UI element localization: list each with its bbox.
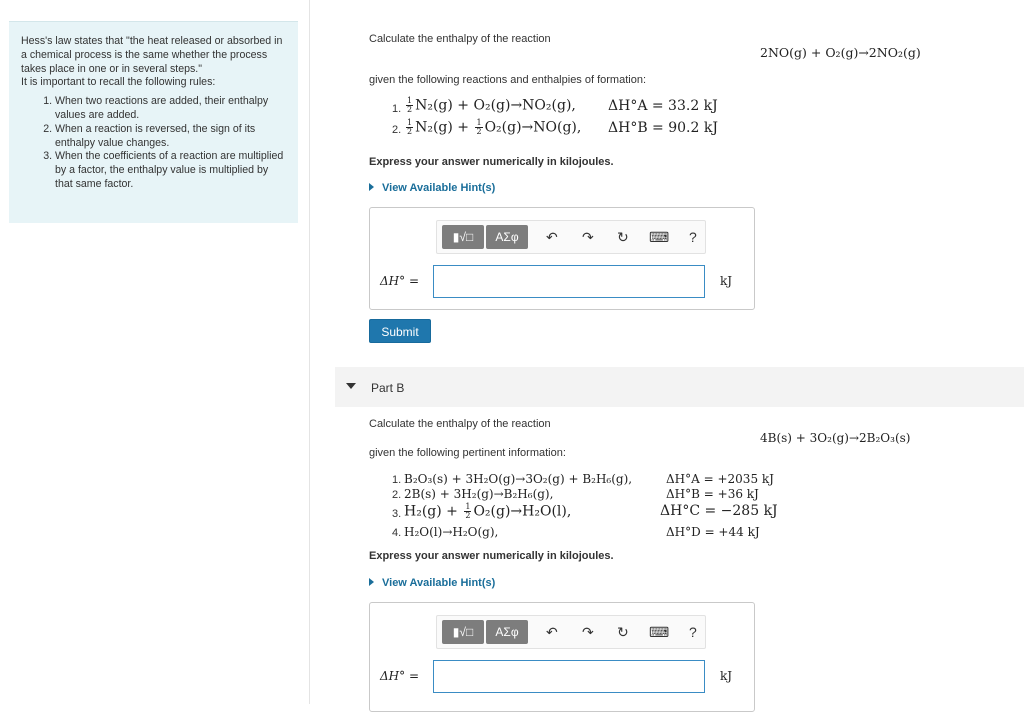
reaction-number: 2. [392,124,402,136]
submit-button[interactable]: Submit [369,319,431,343]
part-a-given-text: given the following reactions and enthalpies of formation: [369,74,647,86]
undo-icon[interactable]: ↶ [546,624,558,640]
templates-button[interactable]: ▮√□ [442,620,484,644]
keyboard-icon[interactable]: ⌨ [649,229,670,245]
fraction: $\frac{1}{2}$ [465,502,471,520]
column-divider [309,0,310,704]
part-a-prompt: Calculate the enthalpy of the reaction [369,33,551,45]
rule-item: 3. When the coefficients of a reaction are multiplied by a factor, the enthalpy value is multiplied by that same factor. [55,150,288,191]
part-a-target-reaction: 2NO(g) + O₂(g)→2NO₂(g) [760,45,921,60]
rules-list [21,95,288,192]
expand-triangle-icon [369,578,374,586]
rule-item: 1. When two reactions are added, their enthalpy values are added. [55,95,288,123]
reaction-number: 4. [392,527,402,539]
keyboard-icon[interactable]: ⌨ [649,624,670,640]
reaction-number: 2. [392,489,402,501]
part-a-reaction-1: $\frac{1}{2}$ N₂(g) + O₂(g)→NO₂(g), [407,96,576,114]
part-a-dh-1: ΔH°A = 33.2 kJ [608,98,718,114]
part-b-reaction-3: H₂(g) + $\frac{1}{2}$ O₂(g)→H₂O(l), [404,502,572,520]
part-a-answer-box [369,207,755,310]
part-b-dh-2: ΔH°B = +36 kJ [666,487,759,501]
help-icon[interactable]: ? [689,624,697,640]
math-toolbar [436,615,706,649]
part-b-answer-box [369,602,755,712]
hint-link-label[interactable]: View Available Hint(s) [382,182,496,194]
fraction: $\frac{1}{2}$ [476,118,482,136]
greek-symbols-button[interactable]: ΑΣφ [486,225,528,249]
rules-heading: It is important to recall the following rules: [21,76,216,89]
part-b-dh-4: ΔH°D = +44 kJ [666,525,760,539]
hess-law-info-panel [9,21,298,223]
unit-label: kJ [720,274,733,288]
greek-symbols-button[interactable]: ΑΣφ [486,620,528,644]
part-a-answer-input[interactable] [433,265,705,298]
part-b-hint-link[interactable] [369,577,495,589]
part-b-reaction-1: B₂O₃(s) + 3H₂O(g)→3O₂(g) + B₂H₆(g), [404,472,633,486]
undo-icon[interactable]: ↶ [546,229,558,245]
fraction: $\frac{1}{2}$ [407,96,413,114]
redo-icon[interactable]: ↷ [582,624,594,640]
reaction-number: 1. [392,474,402,486]
reaction-number: 1. [392,103,402,115]
part-a-reaction-2: $\frac{1}{2}$ N₂(g) + $\frac{1}{2}$ O₂(g)→NO(g), [407,118,582,136]
delta-h-label: ΔH° = [380,274,419,288]
part-b-dh-3: ΔH°C = −285 kJ [660,503,778,519]
expand-triangle-icon [369,183,374,191]
redo-icon[interactable]: ↷ [582,229,594,245]
part-b-express-instructions: Express your answer numerically in kilojoules. [369,550,614,562]
reaction-number: 3. [392,508,402,520]
part-b-given-text: given the following pertinent information: [369,447,566,459]
part-b-reaction-2: 2B(s) + 3H₂(g)→B₂H₆(g), [404,487,554,501]
hint-link-label[interactable]: View Available Hint(s) [382,577,496,589]
part-b-target-reaction: 4B(s) + 3O₂(g)→2B₂O₃(s) [760,431,911,445]
part-b-answer-input[interactable] [433,660,705,693]
rule-item: 2. When a reaction is reversed, the sign of its enthalpy value changes. [55,123,288,151]
part-a-express-instructions: Express your answer numerically in kilojoules. [369,156,614,168]
part-b-title[interactable]: Part B [371,381,405,395]
math-toolbar [436,220,706,254]
hess-law-intro: Hess's law states that "the heat released or absorbed in a chemical process is the same whether the process takes place in one or in several steps." [21,35,283,75]
reset-icon[interactable]: ↻ [617,229,629,245]
part-a-hint-link[interactable] [369,182,495,194]
templates-button[interactable]: ▮√□ [442,225,484,249]
part-a-dh-2: ΔH°B = 90.2 kJ [608,120,718,136]
help-icon[interactable]: ? [689,229,697,245]
delta-h-label: ΔH° = [380,669,419,683]
reset-icon[interactable]: ↻ [617,624,629,640]
part-b-header[interactable] [335,367,1024,407]
part-b-prompt: Calculate the enthalpy of the reaction [369,418,551,430]
collapse-triangle-icon[interactable] [346,383,356,389]
fraction: $\frac{1}{2}$ [407,118,413,136]
part-b-dh-1: ΔH°A = +2035 kJ [666,472,774,486]
part-b-reaction-4: H₂O(l)→H₂O(g), [404,525,499,539]
unit-label: kJ [720,669,733,683]
